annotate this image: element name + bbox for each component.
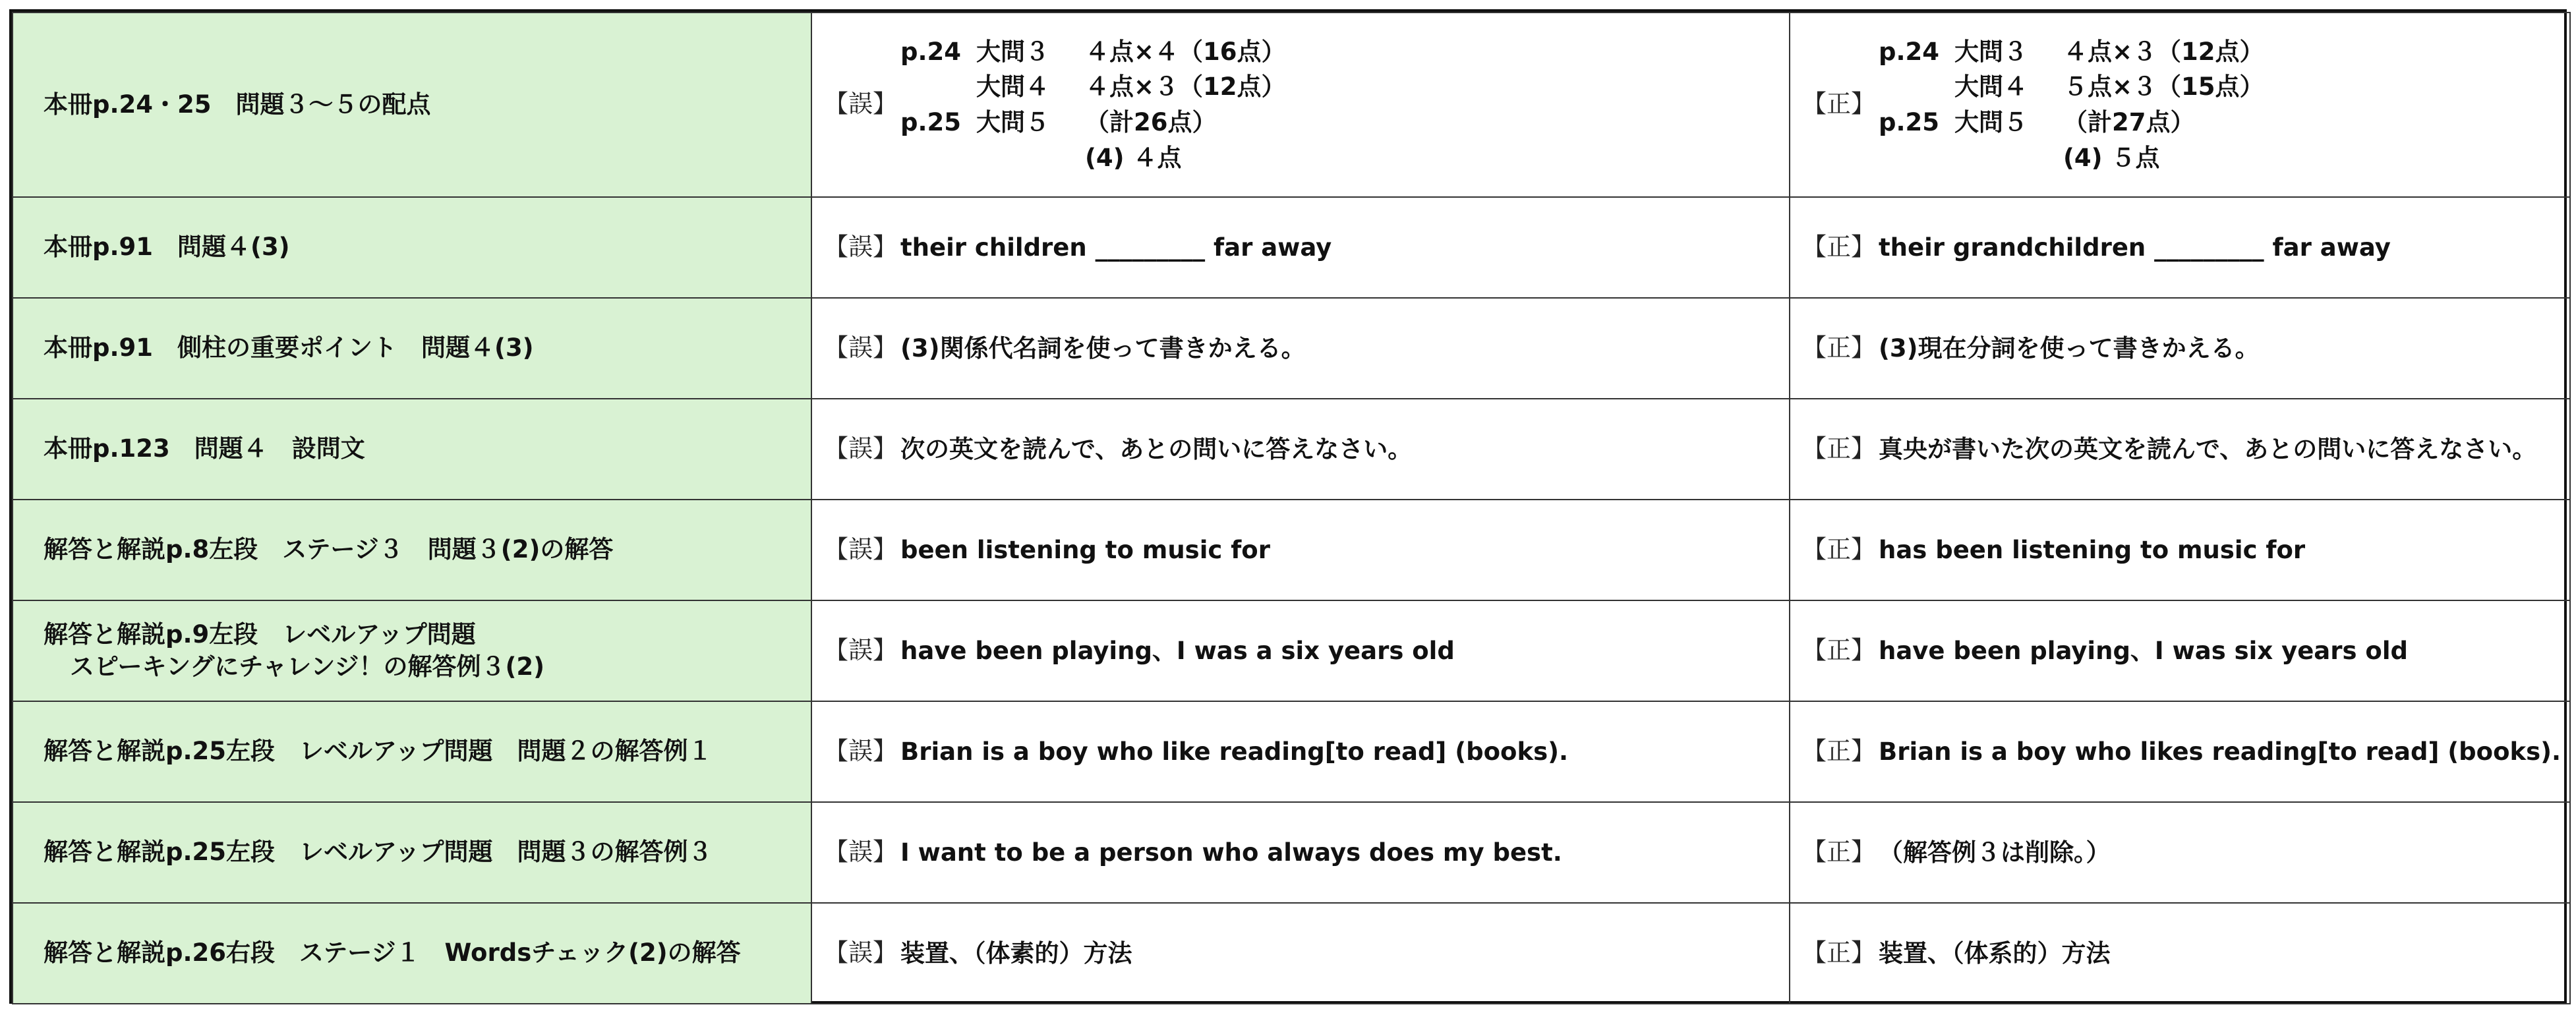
- right-cell: [1790, 701, 2570, 802]
- right-cell: [1790, 903, 2570, 1004]
- score-points: (4) ５点: [2063, 143, 2160, 172]
- wrong-text: been listening to music for: [900, 536, 1270, 565]
- right-cell: [1790, 298, 2570, 399]
- score-question: 大問５: [976, 108, 1049, 136]
- right-tag: 【正】: [1802, 736, 1875, 765]
- location-text: 解答と解説p.26右段 ステージ１ Wordsチェック(2)の解答: [44, 939, 741, 968]
- wrong-cell: [811, 197, 1790, 298]
- table-row: [13, 13, 2570, 197]
- wrong-tag: 【誤】: [824, 837, 897, 866]
- location-text-line1: 解答と解説p.9左段 レベルアップ問題: [44, 620, 476, 649]
- wrong-text: 次の英文を読んで、あとの問いに答えなさい。: [900, 435, 1413, 464]
- score-page: p.25: [1879, 108, 1940, 136]
- right-tag: 【正】: [1802, 938, 1875, 967]
- wrong-cell: [811, 600, 1790, 701]
- right-tag: 【正】: [1802, 434, 1875, 463]
- score-points: （計27点）: [2063, 108, 2195, 136]
- right-text: 装置、（体系的）方法: [1879, 939, 2111, 968]
- wrong-cell: [811, 802, 1790, 903]
- wrong-tag: 【誤】: [824, 333, 897, 362]
- score-page: p.24: [900, 37, 962, 66]
- wrong-text: (3)関係代名詞を使って書きかえる。: [900, 334, 1306, 363]
- location-cell: [13, 802, 811, 903]
- location-cell: [13, 600, 811, 701]
- right-text: (3)現在分詞を使って書きかえる。: [1879, 334, 2260, 363]
- right-tag: 【正】: [1802, 333, 1875, 362]
- right-text: Brian is a boy who likes reading[to read] (books).: [1879, 737, 2561, 766]
- right-text: （解答例３は削除。）: [1879, 838, 2111, 867]
- score-page: p.25: [900, 108, 962, 136]
- right-text: have been playing、I was six years old: [1879, 637, 2408, 666]
- table-row: [13, 903, 2570, 1004]
- location-text: 解答と解説p.25左段 レベルアップ問題 問題３の解答例３: [44, 838, 713, 867]
- location-cell: [13, 197, 811, 298]
- right-cell: [1790, 600, 2570, 701]
- score-question: 大問４: [1954, 72, 2028, 101]
- right-cell: [1790, 197, 2570, 298]
- location-text: 解答と解説p.8左段 ステージ３ 問題３(2)の解答: [44, 535, 614, 564]
- wrong-text: I want to be a person who always does my best.: [900, 838, 1562, 867]
- right-cell: [1790, 13, 2570, 197]
- table-row: [13, 802, 2570, 903]
- score-points: (4) ４点: [1085, 143, 1182, 172]
- location-cell: [13, 701, 811, 802]
- errata-sheet: [9, 9, 2567, 1004]
- right-tag: 【正】: [1802, 534, 1875, 563]
- wrong-cell: [811, 903, 1790, 1004]
- wrong-cell: [811, 13, 1790, 197]
- right-tag: 【正】: [1802, 89, 1875, 118]
- table-row: [13, 399, 2570, 500]
- score-page: p.24: [1879, 37, 1940, 66]
- right-text: their grandchildren _________ far away: [1879, 233, 2391, 262]
- wrong-tag: 【誤】: [824, 736, 897, 765]
- location-text-line2: スピーキングにチャレンジ！の解答例３(2): [70, 652, 545, 681]
- location-cell: [13, 298, 811, 399]
- score-points: ４点×４（16点）: [1085, 37, 1286, 66]
- location-text: 本冊p.24・25 問題３～５の配点: [44, 90, 431, 119]
- right-text: 真央が書いた次の英文を読んで、あとの問いに答えなさい。: [1879, 435, 2537, 464]
- location-cell: [13, 13, 811, 197]
- location-text: 本冊p.91 側柱の重要ポイント 問題４(3): [44, 333, 534, 362]
- table-row: [13, 298, 2570, 399]
- wrong-tag: 【誤】: [824, 232, 897, 261]
- wrong-cell: [811, 500, 1790, 600]
- right-cell: [1790, 500, 2570, 600]
- errata-table: [12, 12, 2571, 1004]
- wrong-tag: 【誤】: [824, 89, 897, 118]
- location-cell: [13, 903, 811, 1004]
- score-points: ４点×３（12点）: [2063, 37, 2264, 66]
- location-cell: [13, 399, 811, 500]
- location-text: 解答と解説p.25左段 レベルアップ問題 問題２の解答例１: [44, 737, 713, 766]
- right-tag: 【正】: [1802, 232, 1875, 261]
- right-tag: 【正】: [1802, 635, 1875, 664]
- right-score-block: [1879, 34, 2264, 176]
- wrong-tag: 【誤】: [824, 938, 897, 967]
- wrong-cell: [811, 399, 1790, 500]
- wrong-text: their children _________ far away: [900, 233, 1332, 262]
- table-row: [13, 197, 2570, 298]
- location-text: 本冊p.91 問題４(3): [44, 233, 290, 262]
- wrong-tag: 【誤】: [824, 534, 897, 563]
- wrong-text: Brian is a boy who like reading[to read] (books).: [900, 737, 1569, 766]
- table-row: [13, 600, 2570, 701]
- right-cell: [1790, 802, 2570, 903]
- wrong-cell: [811, 298, 1790, 399]
- table-row: [13, 701, 2570, 802]
- right-tag: 【正】: [1802, 837, 1875, 866]
- wrong-score-block: [900, 34, 1286, 176]
- wrong-text: have been playing、I was a six years old: [900, 637, 1455, 666]
- score-points: ５点×３（15点）: [2063, 72, 2264, 101]
- right-cell: [1790, 399, 2570, 500]
- score-points: （計26点）: [1085, 108, 1217, 136]
- right-text: has been listening to music for: [1879, 536, 2306, 565]
- location-text: 本冊p.123 問題４ 設問文: [44, 434, 365, 463]
- wrong-tag: 【誤】: [824, 434, 897, 463]
- wrong-cell: [811, 701, 1790, 802]
- table-row: [13, 500, 2570, 600]
- score-question: 大問３: [976, 37, 1049, 66]
- wrong-text: 装置、（体素的）方法: [900, 939, 1132, 968]
- score-question: 大問４: [976, 72, 1049, 101]
- wrong-tag: 【誤】: [824, 635, 897, 664]
- location-cell: [13, 500, 811, 600]
- score-points: ４点×３（12点）: [1085, 72, 1286, 101]
- score-question: 大問５: [1954, 108, 2028, 136]
- score-question: 大問３: [1954, 37, 2028, 66]
